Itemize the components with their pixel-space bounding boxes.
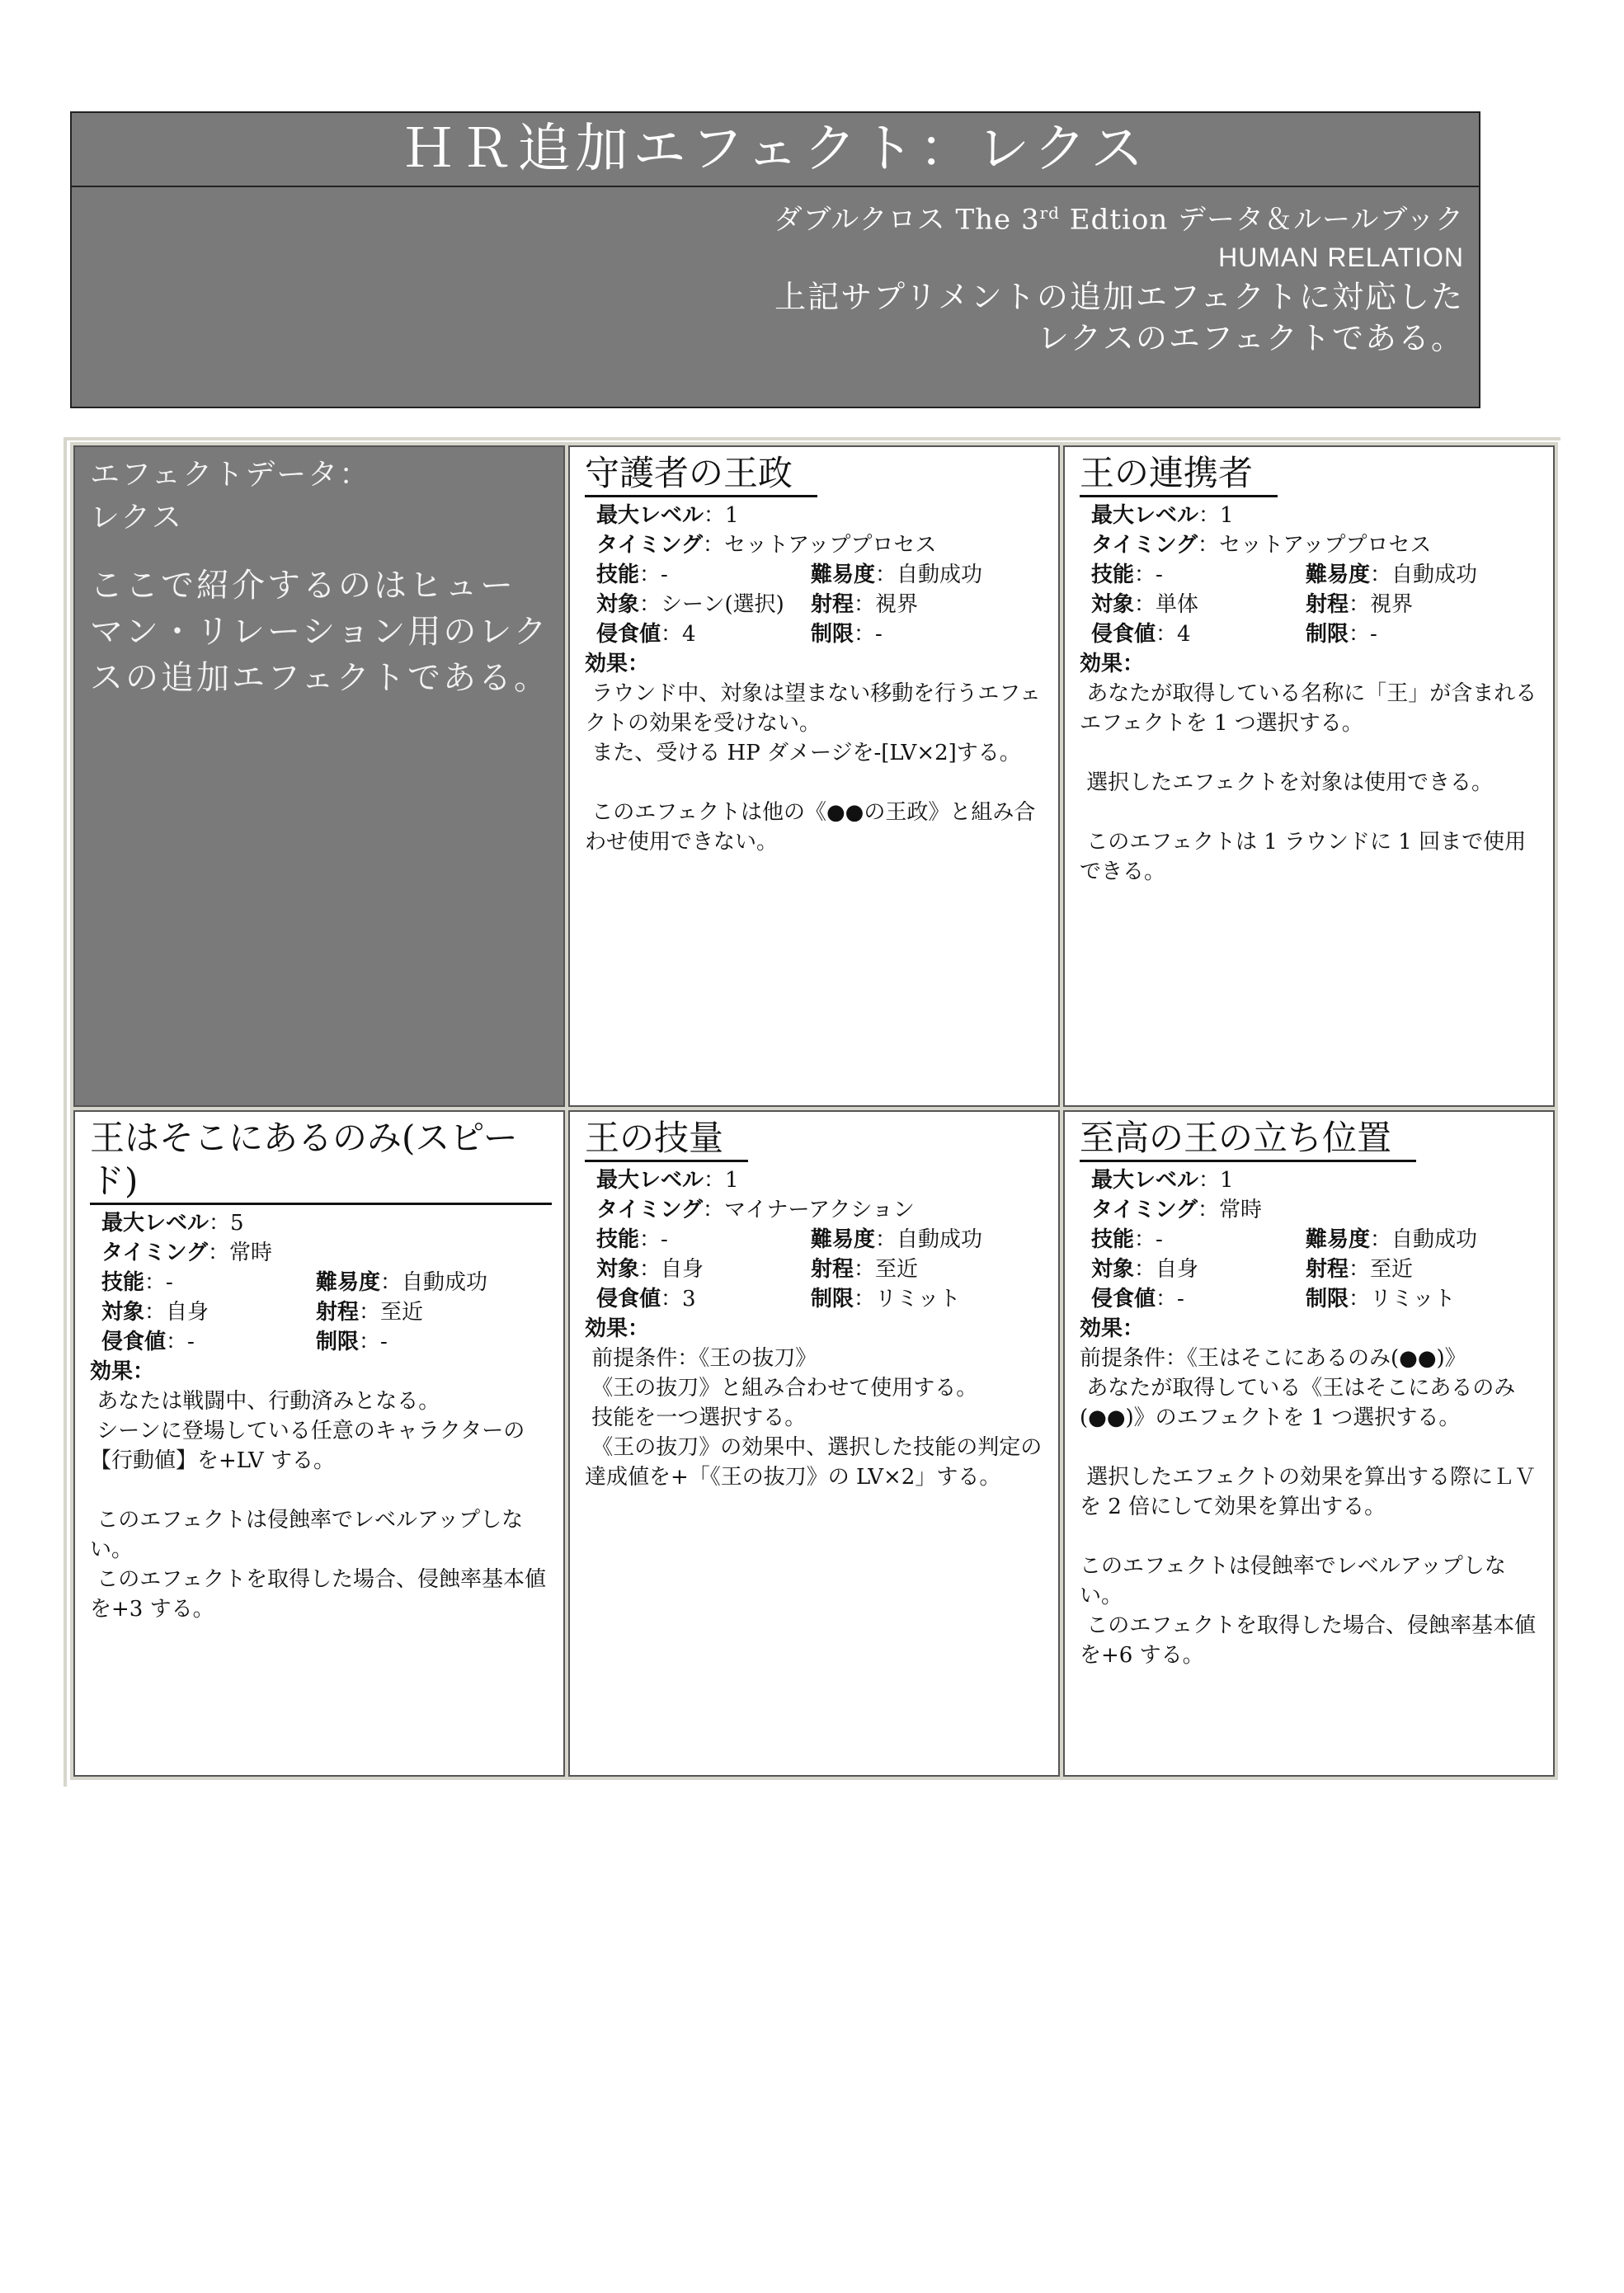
value-skill: ：-: [639, 563, 668, 587]
label-erosion: 侵食値: [596, 622, 661, 647]
value-difficulty: ：自動成功: [1370, 563, 1478, 587]
intro-title-line-1: エフェクトデータ：: [90, 458, 371, 492]
label-range: 射程: [1306, 592, 1349, 617]
effect-stats: [585, 1165, 1047, 1314]
label-limit: 制限: [1306, 622, 1349, 647]
label-target: 対象: [1091, 1257, 1135, 1282]
value-max-level: ：5: [209, 1211, 244, 1236]
label-difficulty: 難易度: [316, 1270, 381, 1295]
label-limit: 制限: [811, 1287, 854, 1311]
label-skill: 技能: [1091, 1227, 1135, 1252]
label-max-level: 最大レベル: [596, 1168, 704, 1193]
value-erosion: ：-: [166, 1330, 195, 1354]
value-target: ：自身: [639, 1257, 704, 1282]
value-timing: ：マイナーアクション: [702, 1198, 915, 1222]
label-max-level: 最大レベル: [596, 503, 704, 528]
effect-card: [565, 442, 1063, 1110]
value-range: ：至近: [854, 1257, 919, 1282]
header-box: [70, 111, 1480, 408]
effect-name: 至高の王の立ち位置: [1080, 1117, 1416, 1162]
label-effect: 効果：: [585, 652, 650, 676]
description-line-1: 上記サプリメントの追加エフェクトに対応した: [774, 279, 1464, 316]
book-title-prefix: ダブルクロス The 3: [774, 203, 1040, 237]
label-timing: タイミング: [101, 1241, 208, 1265]
label-range: 射程: [316, 1300, 360, 1325]
value-difficulty: ：自動成功: [875, 563, 983, 587]
header-subtitle: [72, 187, 1479, 359]
effect-text: ラウンド中、対象は望まない移動を行うエフェクトの効果を受けない。 また、受ける HP ダメージを-[LV×2]する。 このエフェクトは他の《●●の王政》と組み合わせ使用できない。: [585, 681, 1041, 855]
value-difficulty: ：自動成功: [875, 1227, 983, 1252]
value-skill: ：-: [144, 1270, 173, 1295]
label-target: 対象: [596, 592, 640, 617]
value-target: ：単体: [1134, 592, 1199, 617]
value-target: ：シーン(選択): [639, 592, 784, 617]
value-timing: ：常時: [1197, 1198, 1262, 1222]
intro-card: [70, 442, 568, 1110]
value-timing: ：セットアッププロセス: [702, 533, 937, 558]
value-erosion: ：4: [1156, 622, 1191, 647]
value-range: ：視界: [854, 592, 919, 617]
label-effect: 効果：: [90, 1359, 155, 1384]
label-range: 射程: [1306, 1257, 1349, 1282]
effect-stats: [1080, 501, 1542, 649]
book-title-sup: rd: [1039, 203, 1060, 223]
effect-name: 王の技量: [585, 1117, 748, 1162]
value-erosion: ：-: [1156, 1287, 1184, 1311]
value-erosion: ：4: [661, 622, 696, 647]
value-limit: ：リミット: [854, 1287, 961, 1311]
label-limit: 制限: [1306, 1287, 1349, 1311]
label-limit: 制限: [316, 1330, 360, 1354]
effect-card: [1060, 1107, 1558, 1780]
label-range: 射程: [811, 1257, 854, 1282]
label-skill: 技能: [101, 1270, 145, 1295]
description-line-2: レクスのエフェクトである。: [1038, 320, 1464, 357]
value-max-level: ：1: [704, 503, 739, 528]
book-subtitle: HUMAN RELATION: [1218, 242, 1464, 273]
label-erosion: 侵食値: [596, 1287, 661, 1311]
label-range: 射程: [811, 592, 854, 617]
intro-title-line-2: レクス: [90, 501, 183, 534]
value-limit: ：-: [1349, 622, 1377, 647]
label-difficulty: 難易度: [1306, 563, 1371, 587]
label-skill: 技能: [1091, 563, 1135, 587]
effect-name: 守護者の王政: [585, 452, 817, 497]
effect-card: [565, 1107, 1063, 1780]
value-limit: ：-: [359, 1330, 388, 1354]
label-max-level: 最大レベル: [1091, 503, 1199, 528]
effect-text: あなたが取得している名称に「王」が含まれるエフェクトを 1 つ選択する。 選択したエフェクトを対象は使用できる。 このエフェクトは 1 ラウンドに 1 回まで使用できる。: [1080, 681, 1537, 884]
value-range: ：視界: [1349, 592, 1414, 617]
value-target: ：自身: [144, 1300, 209, 1325]
effect-text: 前提条件：《王はそこにあるのみ(●●)》 あなたが取得している《王はそこにあるのみ(●●)》のエフェクトを 1 つ選択する。 選択したエフェクトの効果を算出する際にＬＶを 2 倍にして効果を算出する。 このエフェクトは侵蝕率でレベルアップしない。 このエフェクトを取得した場合、侵蝕率基本値を+6 する。: [1080, 1346, 1536, 1668]
label-limit: 制限: [811, 622, 854, 647]
value-max-level: ：1: [1198, 503, 1234, 528]
label-timing: タイミング: [596, 1198, 703, 1222]
value-max-level: ：1: [1198, 1168, 1234, 1193]
label-skill: 技能: [596, 1227, 640, 1252]
effect-card: [70, 1107, 568, 1780]
label-effect: 効果：: [585, 1316, 650, 1341]
label-timing: タイミング: [1091, 1198, 1198, 1222]
label-effect: 効果：: [1080, 1316, 1145, 1341]
label-difficulty: 難易度: [811, 563, 876, 587]
value-timing: ：常時: [207, 1241, 272, 1265]
label-target: 対象: [1091, 592, 1135, 617]
effect-name: 王はそこにあるのみ(スピード): [90, 1117, 552, 1205]
value-max-level: ：1: [704, 1168, 739, 1193]
effect-name: 王の連携者: [1080, 452, 1278, 497]
effect-stats: [1080, 1165, 1542, 1314]
effect-text: 前提条件：《王の抜刀》 《王の抜刀》と組み合わせて使用する。 技能を一つ選択する。 《王の抜刀》の効果中、選択した技能の判定の達成値を+「《王の抜刀》の LV×2」する。: [585, 1346, 1043, 1490]
label-target: 対象: [101, 1300, 145, 1325]
value-erosion: ：3: [661, 1287, 696, 1311]
value-limit: ：リミット: [1349, 1287, 1456, 1311]
label-effect: 効果：: [1080, 652, 1145, 676]
effect-card: [1060, 442, 1558, 1110]
value-skill: ：-: [1134, 563, 1163, 587]
label-target: 対象: [596, 1257, 640, 1282]
value-difficulty: ：自動成功: [380, 1270, 488, 1295]
value-limit: ：-: [854, 622, 883, 647]
value-timing: ：セットアッププロセス: [1197, 533, 1432, 558]
effect-stats: [90, 1208, 552, 1357]
value-range: ：至近: [359, 1300, 424, 1325]
effect-stats: [585, 501, 1047, 649]
label-max-level: 最大レベル: [101, 1211, 209, 1236]
label-max-level: 最大レベル: [1091, 1168, 1199, 1193]
value-skill: ：-: [1134, 1227, 1163, 1252]
value-range: ：至近: [1349, 1257, 1414, 1282]
label-skill: 技能: [596, 563, 640, 587]
label-erosion: 侵食値: [1091, 1287, 1156, 1311]
page-title: ＨＲ追加エフェクト：レクス: [72, 113, 1479, 187]
effect-grid: [64, 437, 1560, 1787]
label-timing: タイミング: [596, 533, 703, 558]
label-erosion: 侵食値: [1091, 622, 1156, 647]
value-skill: ：-: [639, 1227, 668, 1252]
value-target: ：自身: [1134, 1257, 1199, 1282]
intro-body: ここで紹介するのはヒューマン・リレーション用のレクスの追加エフェクトである。: [90, 567, 549, 697]
effect-text: あなたは戦闘中、行動済みとなる。 シーンに登場している任意のキャラクターの【行動値】を+LV する。 このエフェクトは侵蝕率でレベルアップしない。 このエフェクトを取得した場合、侵蝕率基本値を+3 する。: [90, 1389, 546, 1622]
label-timing: タイミング: [1091, 533, 1198, 558]
label-erosion: 侵食値: [101, 1330, 167, 1354]
book-title-suffix: Edtion データ＆ルールブック: [1059, 203, 1464, 237]
label-difficulty: 難易度: [811, 1227, 876, 1252]
book-title: [72, 194, 1464, 238]
label-difficulty: 難易度: [1306, 1227, 1371, 1252]
value-difficulty: ：自動成功: [1370, 1227, 1478, 1252]
